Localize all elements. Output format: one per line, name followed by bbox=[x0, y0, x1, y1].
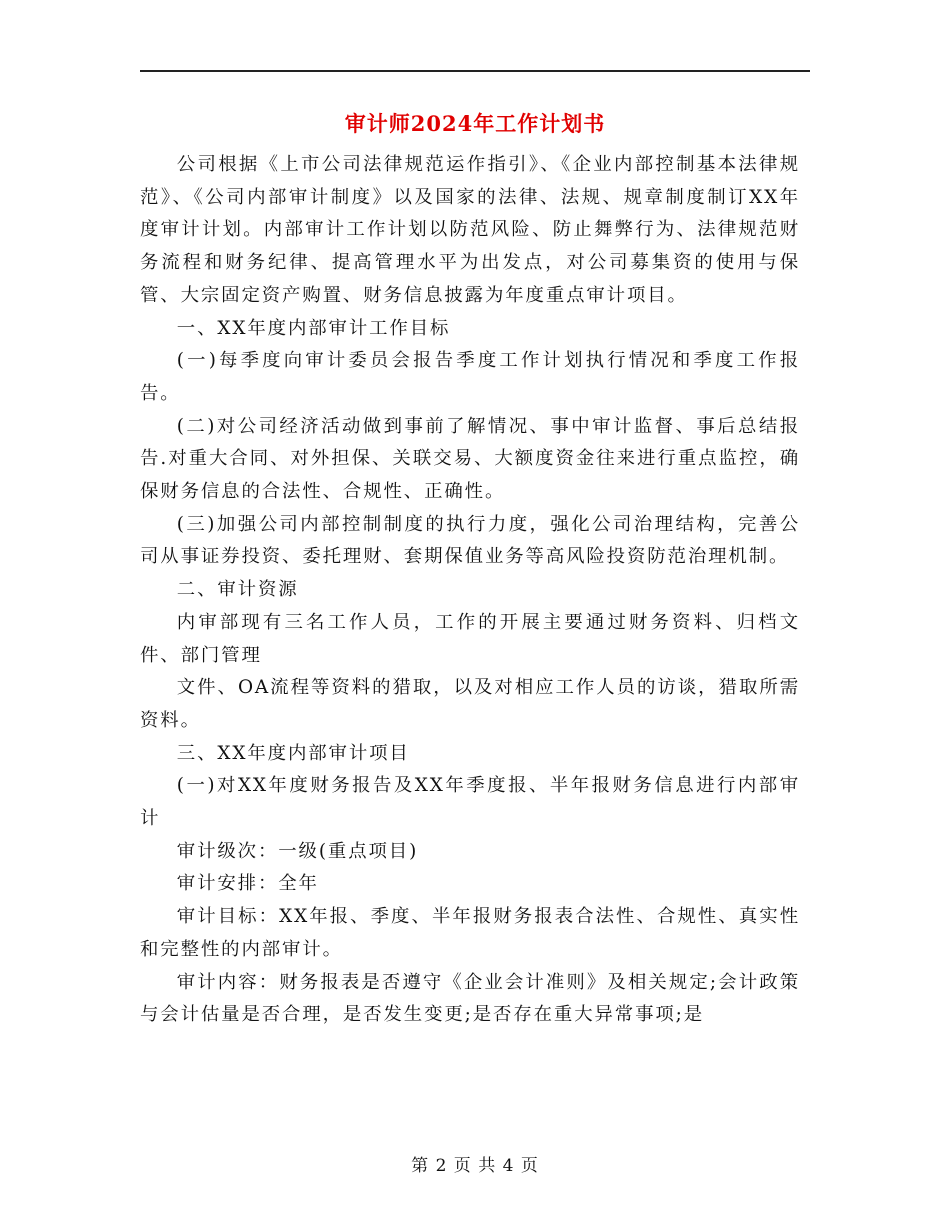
document-body bbox=[140, 149, 800, 1032]
paragraph-audit-schedule: 审计安排：全年 bbox=[176, 873, 319, 895]
section-heading-3: 三、XX年度内部审计项目 bbox=[176, 742, 410, 764]
paragraph-intro: 公司根据《上市公司法律规范运作指引》、《企业内部控制基本法律规范》、《公司内部审计制度》以及国家的法律、法规、规章制度制订XX年度审计计划。内部审计工作计划以防范风险、防止舞弊行为、法律规范财务流程和财务纪律、提高管理水平为出发点，对公司募集资的使用与保管、大宗固定资产购置、财务信息披露为年度重点审计项目。 bbox=[140, 154, 800, 306]
header-rule bbox=[140, 70, 810, 72]
page-footer: 第 2 页 共 4 页 bbox=[411, 1156, 539, 1176]
paragraph-resources-1: 内审部现有三名工作人员，工作的开展主要通过财务资料、归档文件、部门管理 bbox=[140, 611, 800, 666]
paragraph-goal-2: (二)对公司经济活动做到事前了解情况、事中审计监督、事后总结报告.对重大合同、对外担保、关联交易、大额度资金往来进行重点监控，确保财务信息的合法性、合规性、正确性。 bbox=[140, 415, 800, 503]
paragraph-goal-1: (一)每季度向审计委员会报告季度工作计划执行情况和季度工作报告。 bbox=[140, 350, 800, 404]
paragraph-resources-2: 文件、OA流程等资料的猎取，以及对相应工作人员的访谈，猎取所需资料。 bbox=[140, 677, 800, 731]
paragraph-audit-goal: 审计目标：XX年报、季度、半年报财务报表合法性、合规性、真实性和完整性的内部审计。 bbox=[140, 906, 800, 960]
paragraph-project-1: (一)对XX年度财务报告及XX年季度报、半年报财务信息进行内部审计 bbox=[140, 775, 800, 830]
paragraph-audit-content: 审计内容：财务报表是否遵守《企业会计准则》及相关规定;会计政策与会计估量是否合理，是否发生变更;是否存在重大异常事项;是 bbox=[140, 971, 800, 1026]
paragraph-goal-3: (三)加强公司内部控制制度的执行力度，强化公司治理结构，完善公司从事证券投资、委托理财、套期保值业务等高风险投资防范治理机制。 bbox=[140, 513, 800, 568]
section-heading-2: 二、审计资源 bbox=[176, 579, 299, 601]
section-heading-1: 一、XX年度内部审计工作目标 bbox=[176, 317, 451, 339]
paragraph-audit-level: 审计级次：一级(重点项目) bbox=[176, 840, 419, 862]
document-title: 审计师2024年工作计划书 bbox=[344, 111, 606, 136]
